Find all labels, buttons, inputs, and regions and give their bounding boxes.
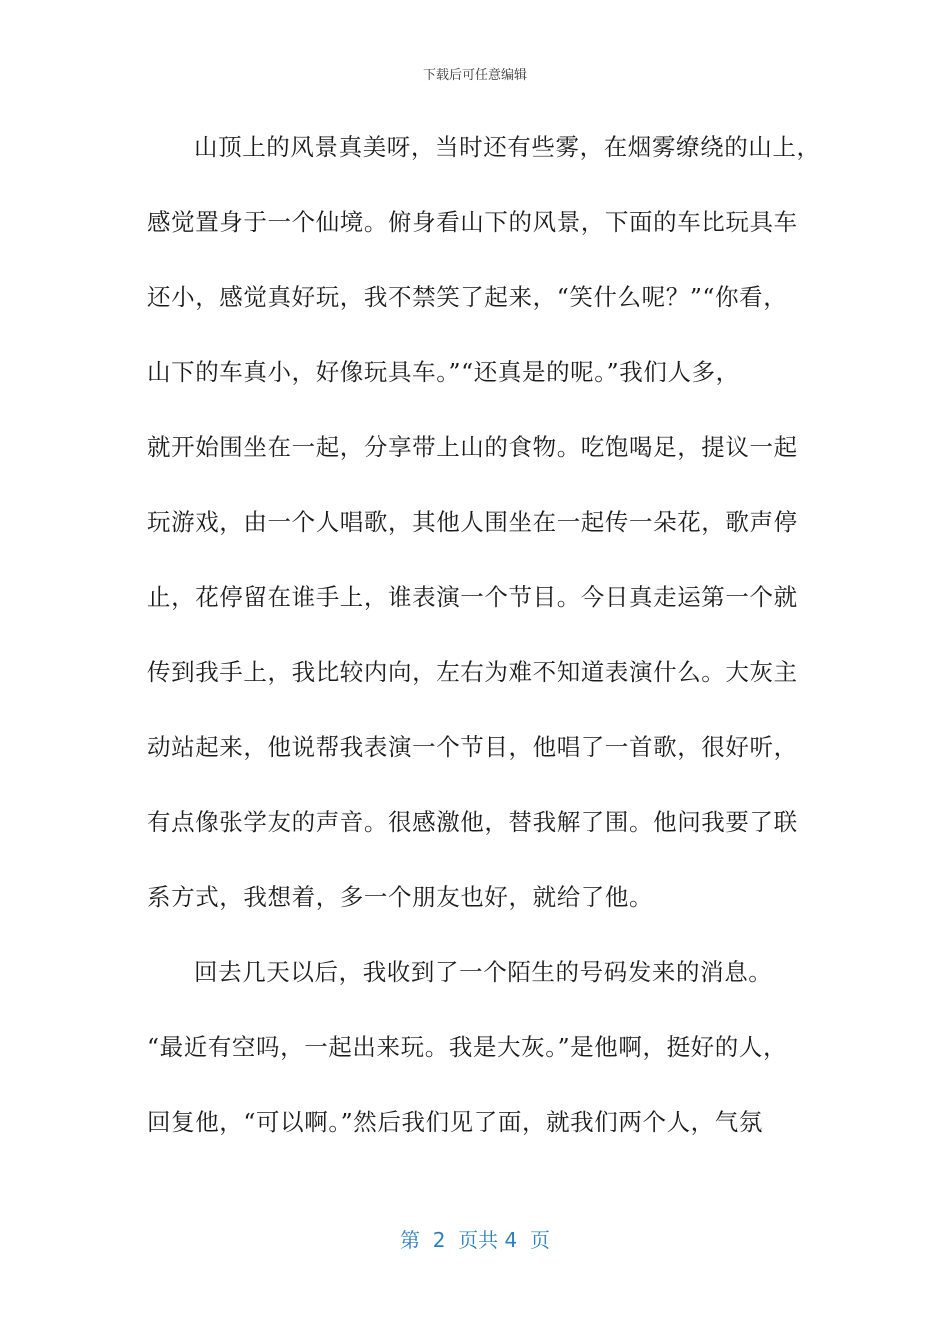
text-line: 山顶上的风景真美呀，当时还有些雾，在烟雾缭绕的山上， [194,133,821,161]
page-number-footer: 第 2 页共 4 页 [400,1228,550,1252]
document-body [147,110,821,1160]
text-line: 有点像张学友的声音。很感激他，替我解了围。他问我要了联 [147,808,798,836]
text-line: 山下的车真小，好像玩具车。”“还真是的呢。”我们人多， [147,358,740,386]
page-header-note: 下载后可任意编辑 [422,68,527,83]
text-line: 玩游戏，由一个人唱歌，其他人围坐在一起传一朵花，歌声停 [147,508,798,536]
text-line: 传到我手上，我比较内向，左右为难不知道表演什么。大灰主 [147,658,798,686]
text-line: 系方式，我想着，多一个朋友也好，就给了他。 [147,883,654,911]
text-line: 回去几天以后，我收到了一个陌生的号码发来的消息。 [194,958,773,986]
text-line: 还小，感觉真好玩，我不禁笑了起来，“笑什么呢？”“你看， [147,283,788,311]
text-line: 止，花停留在谁手上，谁表演一个节目。今日真走运第一个就 [147,583,798,611]
text-line: 回复他，“可以啊。”然后我们见了面，就我们两个人，气氛 [147,1108,763,1136]
text-line: 动站起来，他说帮我表演一个节目，他唱了一首歌，很好听， [147,733,798,761]
text-line: 感觉置身于一个仙境。俯身看山下的风景，下面的车比玩具车 [147,208,798,236]
text-line: 就开始围坐在一起，分享带上山的食物。吃饱喝足，提议一起 [147,433,798,461]
text-line: “最近有空吗，一起出来玩。我是大灰。”是他啊，挺好的人， [147,1033,788,1061]
